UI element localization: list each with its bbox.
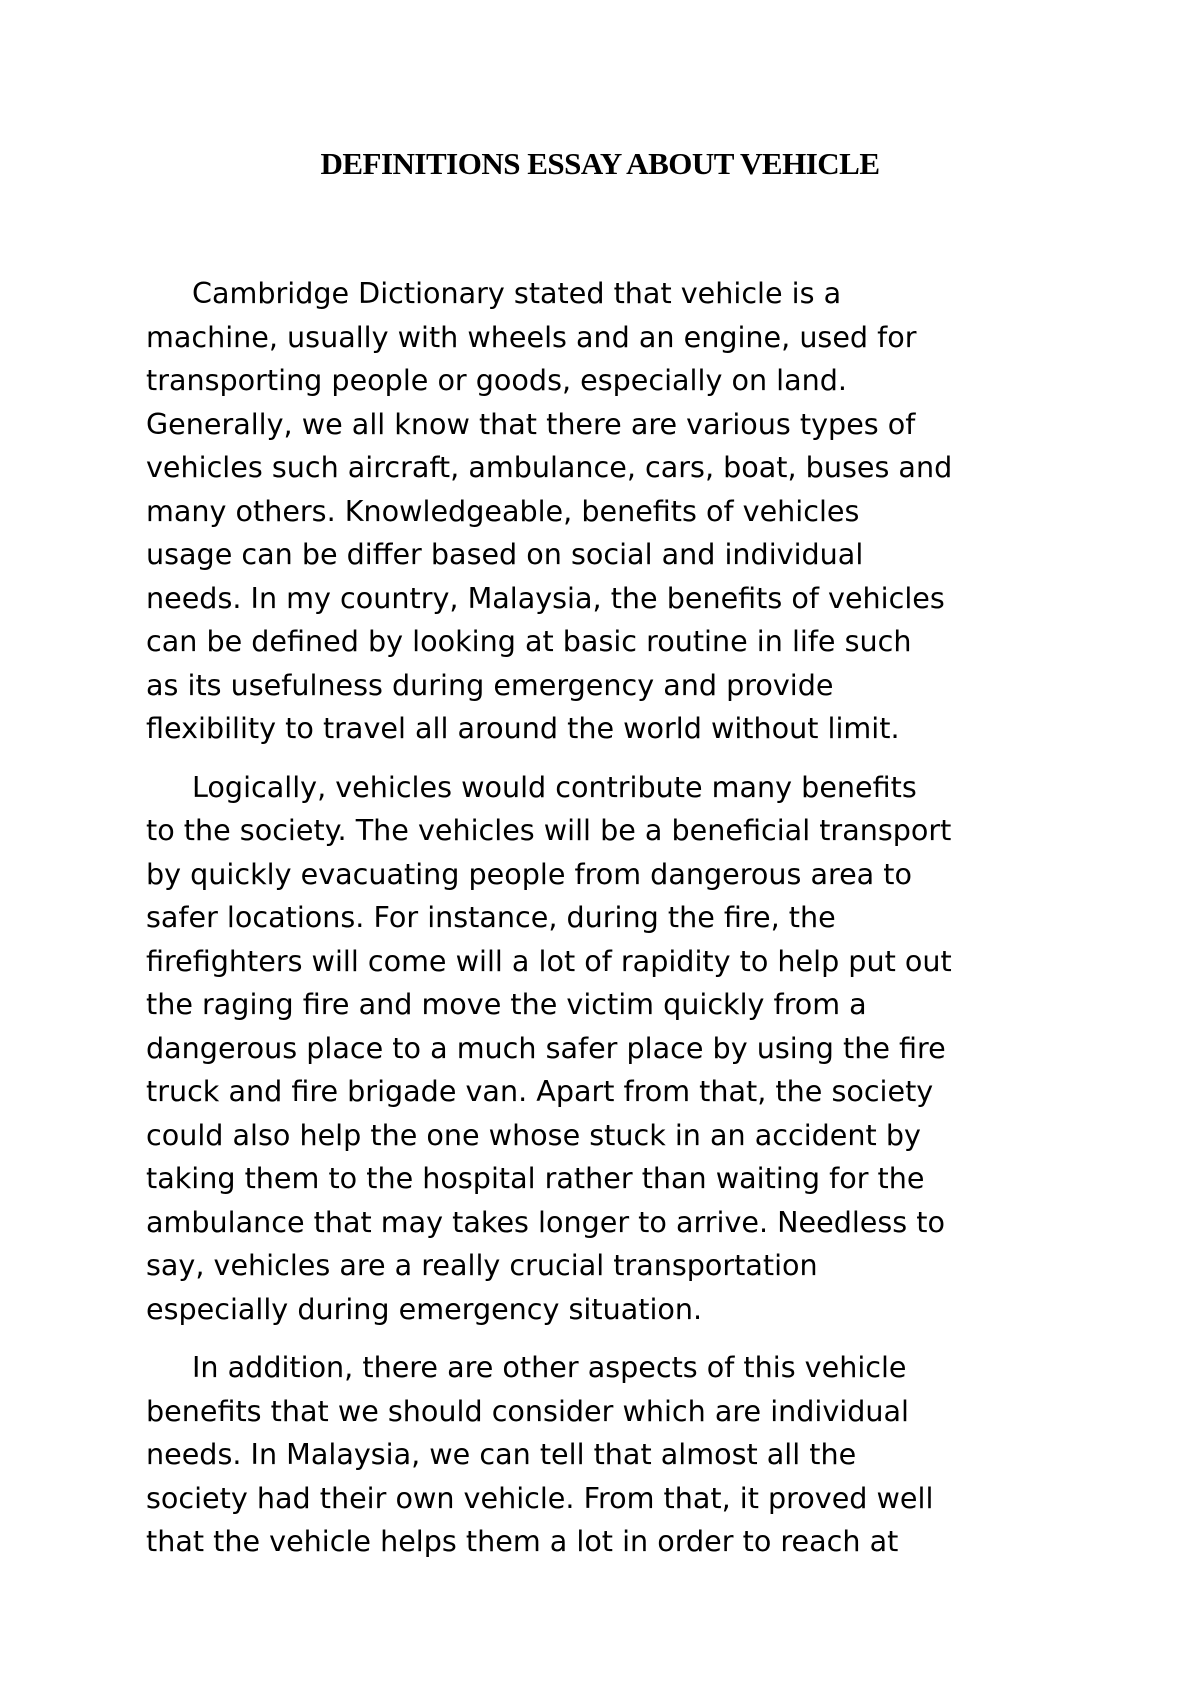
- text-line: Cambridge Dictionary stated that vehicle is a: [192, 276, 842, 310]
- text-line: safer locations. For instance, during the fire, the: [146, 900, 836, 934]
- text-line: needs. In my country, Malaysia, the benefits of vehicles: [146, 580, 945, 615]
- text-line: to the society. The vehicles will be a beneficial transport: [146, 813, 952, 847]
- text-line: truck and fire brigade van. Apart from that, the society: [146, 1074, 934, 1108]
- text-line: firefighters will come will a lot of rapidity to help put out: [146, 943, 952, 978]
- text-line: could also help the one whose stuck in an accident by: [146, 1117, 921, 1152]
- text-line: society had their own vehicle. From that, it proved well: [146, 1480, 934, 1515]
- text-line: transporting people or goods, especially on land.: [146, 363, 847, 397]
- text-line: say, vehicles are a really crucial transportation: [146, 1248, 818, 1282]
- text-line: Generally, we all know that there are various types of: [146, 406, 916, 441]
- text-line: needs. In Malaysia, we can tell that almost all the: [146, 1437, 857, 1471]
- essay-title: DEFINITIONS ESSAY ABOUT VEHICLE: [320, 146, 880, 181]
- text-line: especially during emergency situation.: [146, 1291, 703, 1326]
- text-line: can be defined by looking at basic routine in life such: [146, 624, 912, 658]
- text-line: flexibility to travel all around the world without limit.: [146, 711, 900, 745]
- text-line: taking them to the hospital rather than waiting for the: [146, 1161, 925, 1195]
- text-line: In addition, there are other aspects of this vehicle: [192, 1350, 907, 1384]
- essay-body: [146, 272, 1066, 1579]
- text-line: Logically, vehicles would contribute many benefits: [192, 769, 917, 804]
- text-line: benefits that we should consider which are individual: [146, 1393, 909, 1428]
- paragraph-1: [146, 272, 1066, 751]
- text-line: machine, usually with wheels and an engine, used for: [146, 319, 917, 354]
- text-line: ambulance that may takes longer to arrive. Needless to: [146, 1204, 945, 1239]
- text-line: dangerous place to a much safer place by using the fire: [146, 1030, 946, 1065]
- text-line: that the vehicle helps them a lot in order to reach at: [146, 1524, 899, 1558]
- paragraph-2: [146, 766, 1066, 1332]
- text-line: as its usefulness during emergency and provide: [146, 667, 834, 702]
- text-line: usage can be differ based on social and individual: [146, 537, 864, 571]
- text-line: many others. Knowledgeable, benefits of vehicles: [146, 493, 860, 528]
- text-line: the raging fire and move the victim quickly from a: [146, 987, 867, 1021]
- text-line: vehicles such aircraft, ambulance, cars, boat, buses and: [146, 450, 953, 484]
- text-line: by quickly evacuating people from dangerous area to: [146, 856, 912, 891]
- paragraph-3: [146, 1346, 1066, 1564]
